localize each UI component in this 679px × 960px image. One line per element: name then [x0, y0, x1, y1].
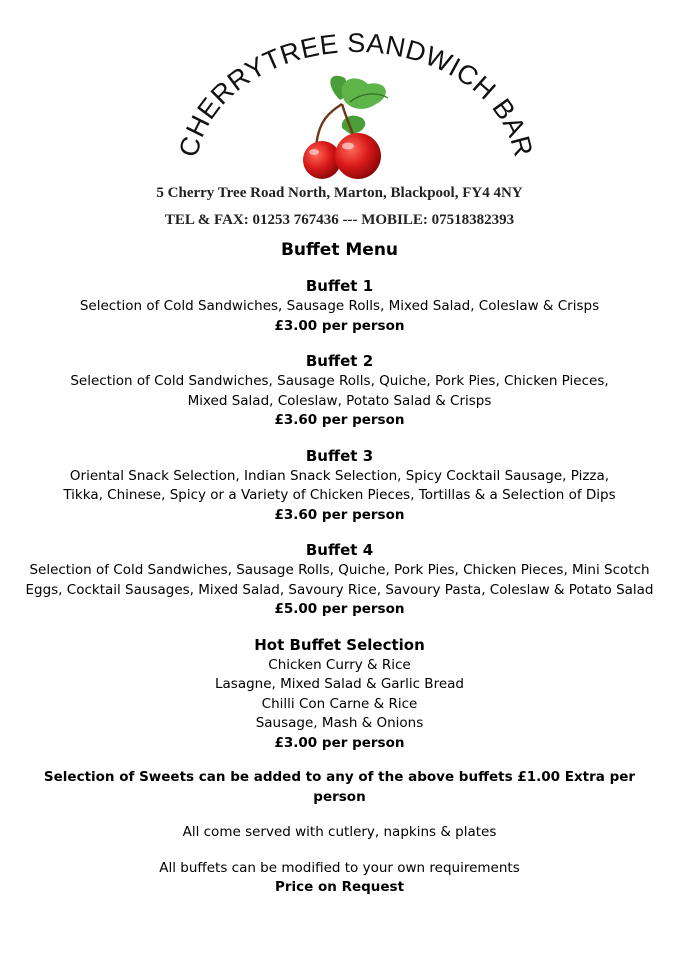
buffet-price: £3.60 per person	[274, 506, 405, 523]
buffet-item-line: Oriental Snack Selection, Indian Snack Selection, Spicy Cocktail Sausage, Pizza,	[69, 467, 610, 484]
buffet-item-line: Eggs, Cocktail Sausages, Mixed Salad, Savoury Rice, Savoury Pasta, Coleslaw & Potato Salad	[25, 581, 654, 598]
buffet-price: £5.00 per person	[274, 601, 405, 617]
address: 5 Cherry Tree Road North, Marton, Blackpool, FY4 4NY	[156, 185, 523, 201]
buffet-price: £3.00 per person	[274, 734, 405, 751]
buffet-section	[20, 351, 659, 431]
logo	[0, 0, 679, 180]
buffet-title: Buffet 1	[305, 277, 374, 295]
buffet-title: Buffet 3	[305, 446, 374, 465]
buffet-price: £3.60 per person	[274, 412, 405, 428]
modify-note: All buffets can be modified to your own requirements	[159, 859, 520, 876]
buffet-title: Buffet 2	[305, 352, 374, 370]
sweets-note: Selection of Sweets can be added to any of the above buffets £1.00 Extra per person	[43, 769, 636, 805]
buffet-price: £3.00 per person	[274, 317, 405, 334]
buffet-item-line: Mixed Salad, Coleslaw, Potato Salad & Crisps	[187, 392, 492, 409]
buffet-section	[20, 540, 659, 620]
buffet-item-line: Chilli Con Carne & Rice	[261, 695, 418, 712]
price-on-request: Price on Request	[274, 879, 405, 895]
buffet-title: Hot Buffet Selection	[254, 635, 425, 654]
buffet-item-line: Selection of Cold Sandwiches, Sausage Rolls, Mixed Salad, Coleslaw & Crisps	[79, 298, 600, 314]
buffet-item-line: Selection of Cold Sandwiches, Sausage Rolls, Quiche, Pork Pies, Chicken Pieces, Mini Scotch	[29, 562, 650, 578]
hot-buffet-section	[20, 635, 659, 754]
buffet-item-line: Chicken Curry & Rice	[268, 656, 411, 673]
buffet-item-line: Tikka, Chinese, Spicy or a Variety of Chicken Pieces, Tortillas & a Selection of Dips	[63, 487, 616, 503]
logo-name-path: CHERRYTREE SANDWICH BAR	[173, 27, 539, 160]
buffet-item-line: Selection of Cold Sandwiches, Sausage Rolls, Quiche, Pork Pies, Chicken Pieces,	[70, 373, 609, 389]
contact-numbers: TEL & FAX: 01253 767436 --- MOBILE: 07518382393	[164, 212, 515, 228]
buffet-item-line: Lasagne, Mixed Salad & Garlic Bread	[215, 676, 464, 692]
buffet-section	[20, 446, 659, 526]
menu-content	[20, 238, 659, 898]
cherries-icon	[303, 76, 388, 179]
buffet-item-line: Sausage, Mash & Onions	[255, 715, 424, 731]
buffet-section	[20, 276, 659, 336]
menu-title: Buffet Menu	[280, 240, 399, 260]
buffet-title: Buffet 4	[305, 541, 374, 559]
cutlery-note: All come served with cutlery, napkins & plates	[182, 824, 497, 840]
